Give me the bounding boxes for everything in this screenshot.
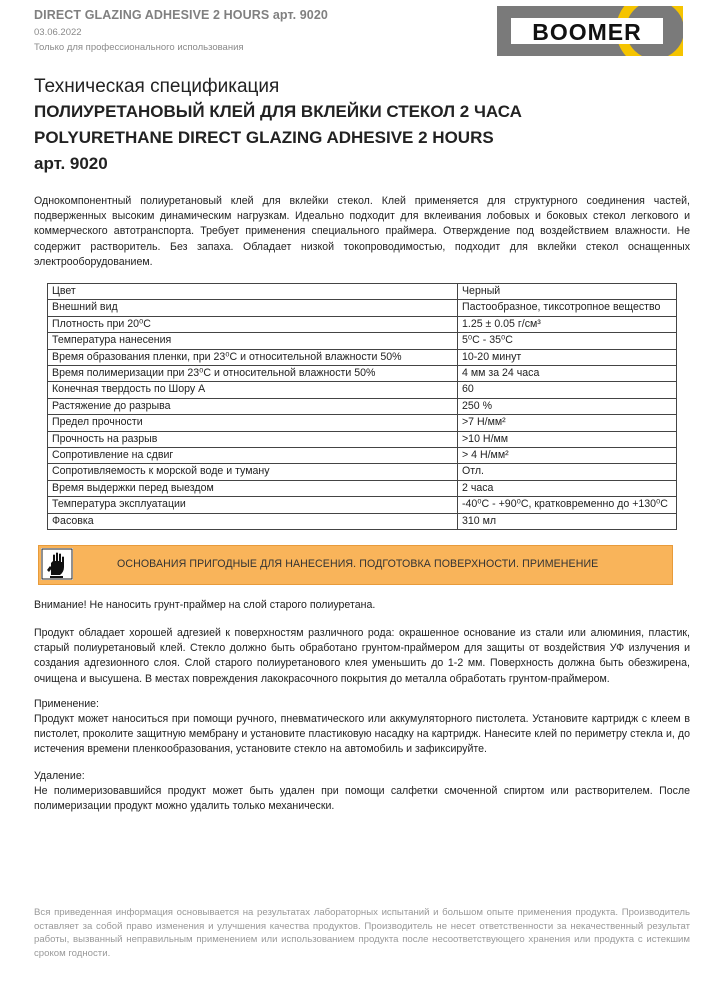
- title-ru: ПОЛИУРЕТАНОВЫЙ КЛЕЙ ДЛЯ ВКЛЕЙКИ СТЕКОЛ 2 ЧАСА: [34, 102, 522, 121]
- logo-graphic: [497, 6, 683, 56]
- property-label: Конечная твердость по Шору А: [48, 382, 458, 398]
- removal-paragraph: Не полимеризовавшийся продукт может быть удален при помощи салфетки смоченной спиртом или растворителем. После полимеризации продукт можно удалить только механически.: [34, 785, 690, 813]
- application-title: Применение:: [34, 698, 99, 710]
- table-row: [48, 284, 677, 300]
- property-label: Предел прочности: [48, 415, 458, 431]
- brand-logo: [497, 6, 683, 56]
- header-note: Только для профессионального использования: [34, 42, 244, 53]
- property-label: Время выдержки перед выездом: [48, 480, 458, 496]
- property-value: 2 часа: [458, 480, 677, 496]
- property-value: >10 Н/мм: [458, 431, 677, 447]
- gloved-hand-icon: [41, 548, 73, 580]
- table-row: [48, 300, 677, 316]
- property-value: 10-20 минут: [458, 349, 677, 365]
- property-label: Температура эксплуатации: [48, 497, 458, 513]
- property-value: 4 мм за 24 часа: [458, 366, 677, 382]
- logo-text: BOOMER: [532, 19, 642, 45]
- article-number: арт. 9020: [34, 154, 108, 173]
- adhesion-paragraph: Продукт обладает хорошей адгезией к поверхностям различного рода: окрашенное основание из стали или алюминия, пластик, старый полиуретановый клей. Стекло должно быть обработано грунтом-праймером для защиты от воздействия УФ излучения и создания адгезионного слоя. Слой старого полиуретанового клея уменьшить до 1-2 мм. Поверхность должна быть обезжирена, очищена и высушена. В местах повреждения лакокрасочного покрытия до металла обработать грунтом-праймером.: [34, 627, 690, 685]
- property-label: Цвет: [48, 284, 458, 300]
- section-heading: ОСНОВАНИЯ ПРИГОДНЫЕ ДЛЯ НАНЕСЕНИЯ. ПОДГОТОВКА ПОВЕРХНОСТИ. ПРИМЕНЕНИЕ: [117, 558, 599, 570]
- property-value: Пастообразное, тиксотропное вещество: [458, 300, 677, 316]
- property-value: 250 %: [458, 398, 677, 414]
- property-label: Температура нанесения: [48, 333, 458, 349]
- property-label: Прочность на разрыв: [48, 431, 458, 447]
- property-value: 1.25 ± 0.05 г/см³: [458, 316, 677, 332]
- table-row: [48, 382, 677, 398]
- table-row: [48, 333, 677, 349]
- warning-text: Внимание! Не наносить грунт-праймер на слой старого полиуретана.: [34, 599, 376, 611]
- property-value: -40⁰С - +90⁰С, кратковременно до +130⁰С: [458, 497, 677, 513]
- spec-label: Техническая спецификация: [34, 76, 280, 97]
- header-date: 03.06.2022: [34, 27, 82, 38]
- table-row: [48, 415, 677, 431]
- property-label: Сопротивляемость к морской воде и туману: [48, 464, 458, 480]
- property-label: Фасовка: [48, 513, 458, 529]
- table-row: [48, 464, 677, 480]
- property-value: >7 Н/мм²: [458, 415, 677, 431]
- table-row: [48, 497, 677, 513]
- table-row: [48, 448, 677, 464]
- property-label: Внешний вид: [48, 300, 458, 316]
- table-row: [48, 316, 677, 332]
- property-value: Черный: [458, 284, 677, 300]
- property-label: Плотность при 20⁰С: [48, 316, 458, 332]
- property-value: 60: [458, 382, 677, 398]
- property-value: > 4 Н/мм²: [458, 448, 677, 464]
- property-value: 310 мл: [458, 513, 677, 529]
- application-paragraph: Продукт может наноситься при помощи ручного, пневматического или аккумуляторного пистолета. Установите картридж с клеем в пистолет, проколите защитную мембрану и установите пластиковую насадку на картридж. Нанесите клей по периметру стекла и, до истечения времени пленкообразования, установите стекло на автомобиль и зафиксируйте.: [34, 713, 690, 756]
- properties-table: [47, 283, 677, 530]
- table-row: [48, 431, 677, 447]
- footer-disclaimer: Вся приведенная информация основывается на результатах лабораторных испытаний и большом опыте применения продукта. Производитель оставляет за собой право изменения и улучшения качества продуктов. Производитель не несет ответственности за некачественный результат работы, вызванный неправильным применением или использованием продукта после несоответствующего хранения или продукта с истекшим сроком годности.: [34, 907, 690, 959]
- table-row: [48, 366, 677, 382]
- property-value: Отл.: [458, 464, 677, 480]
- property-label: Время полимеризации при 23⁰С и относительной влажности 50%: [48, 366, 458, 382]
- section-heading-band: [38, 545, 673, 585]
- property-label: Сопротивление на сдвиг: [48, 448, 458, 464]
- header-title: DIRECT GLAZING ADHESIVE 2 HOURS арт. 9020: [34, 8, 328, 22]
- property-value: 5⁰С - 35⁰С: [458, 333, 677, 349]
- table-row: [48, 398, 677, 414]
- table-row: [48, 480, 677, 496]
- table-row: [48, 513, 677, 529]
- removal-title: Удаление:: [34, 770, 85, 782]
- property-label: Время образования пленки, при 23⁰С и относительной влажности 50%: [48, 349, 458, 365]
- title-en: POLYURETHANE DIRECT GLAZING ADHESIVE 2 HOURS: [34, 128, 494, 147]
- table-row: [48, 349, 677, 365]
- property-label: Растяжение до разрыва: [48, 398, 458, 414]
- intro-paragraph: Однокомпонентный полиуретановый клей для вклейки стекол. Клей применяется для структурного соединения частей, подверженных высоким динамическим нагрузкам. Идеально подходит для вклеивания лобовых и боковых стекол легкового и коммерческого автотранспорта. Требует применения специального праймера. Отверждение под воздействием влажности. Не содержит растворитель. Без запаха. Обладает низкой токопроводимостью, подходит для вклейки стекол оснащенных электрооборудованием.: [34, 195, 690, 268]
